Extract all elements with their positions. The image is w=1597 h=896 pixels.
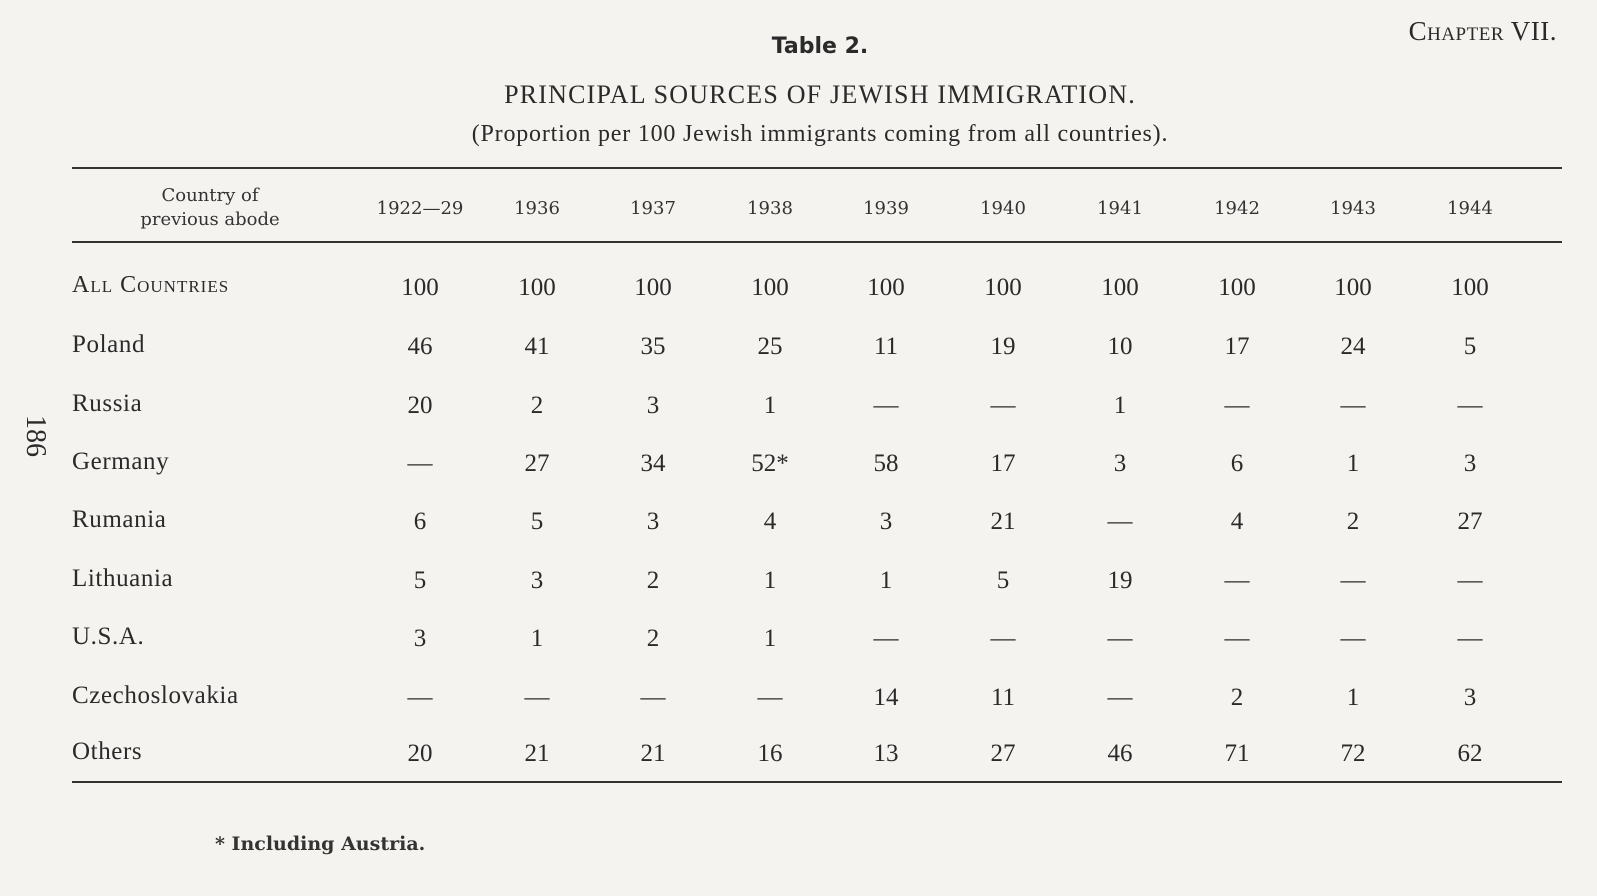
table-cell: — <box>1224 625 1250 652</box>
table-cell: 3 <box>413 625 427 652</box>
table-cell: — <box>990 392 1016 419</box>
table-cell: — <box>1340 567 1366 594</box>
table-cell: 21 <box>640 740 666 767</box>
table-bottom-rule <box>72 781 1562 783</box>
row-label-country: Lithuania <box>72 565 174 592</box>
column-header-year: 1938 <box>747 197 793 219</box>
table-cell: 16 <box>757 740 783 767</box>
table-cell: — <box>407 684 433 711</box>
table-cell: 100 <box>518 274 556 301</box>
table-cell: — <box>1457 625 1483 652</box>
table-cell: 5 <box>530 508 544 535</box>
table-cell: — <box>1457 392 1483 419</box>
table-cell: 46 <box>1107 740 1133 767</box>
table-cell: 58 <box>873 450 899 477</box>
table-cell: 10 <box>1107 333 1133 360</box>
table-cell: — <box>757 684 783 711</box>
table-cell: — <box>873 392 899 419</box>
row-label-country: All Countries <box>72 272 230 298</box>
row-label-country: Czechoslovakia <box>72 682 239 709</box>
table-cell: — <box>1340 625 1366 652</box>
table-cell: 17 <box>990 450 1016 477</box>
table-cell: 2 <box>646 567 660 594</box>
table-cell: 2 <box>1230 684 1244 711</box>
table-cell: 100 <box>1451 274 1489 301</box>
table-cell: 6 <box>1230 450 1244 477</box>
table-cell: 11 <box>873 333 899 360</box>
table-cell: 72 <box>1340 740 1366 767</box>
table-cell: 19 <box>1107 567 1133 594</box>
table-cell: 5 <box>1463 333 1477 360</box>
table-cell: — <box>1224 392 1250 419</box>
row-label-country: Poland <box>72 331 146 358</box>
table-cell: 34 <box>640 450 666 477</box>
table-cell: — <box>640 684 666 711</box>
row-label-country: Russia <box>72 390 143 417</box>
table-title: PRINCIPAL SOURCES OF JEWISH IMMIGRATION. <box>504 80 1136 109</box>
table-top-rule <box>72 167 1562 169</box>
table-cell: 2 <box>646 625 660 652</box>
table-cell: 11 <box>990 684 1016 711</box>
table-number: Table 2. <box>771 34 869 59</box>
table-cell: 17 <box>1224 333 1250 360</box>
table-cell: 3 <box>530 567 544 594</box>
table-cell: 13 <box>873 740 899 767</box>
table-cell: — <box>1457 567 1483 594</box>
table-cell: 100 <box>751 274 789 301</box>
table-cell: 3 <box>646 392 660 419</box>
column-header-year: 1944 <box>1447 197 1493 219</box>
table-cell: 1 <box>763 567 777 594</box>
table-cell: 100 <box>1334 274 1372 301</box>
column-header-country: Country of previous abode <box>140 185 280 230</box>
table-cell: 1 <box>1346 684 1360 711</box>
table-cell: 100 <box>1218 274 1256 301</box>
table-cell: 1 <box>763 392 777 419</box>
column-header-year: 1939 <box>863 197 909 219</box>
chapter-heading: Chapter VII. <box>1408 16 1557 46</box>
table-cell: 1 <box>763 625 777 652</box>
table-cell: 27 <box>524 450 550 477</box>
table-cell: 100 <box>867 274 905 301</box>
row-label-country: Rumania <box>72 506 167 533</box>
table-cell: 35 <box>640 333 666 360</box>
row-label-country: Others <box>72 738 143 765</box>
table-subtitle: (Proportion per 100 Jewish immigrants coming from all countries). <box>471 121 1169 147</box>
table-cell: 14 <box>873 684 899 711</box>
table-cell: — <box>1340 392 1366 419</box>
table-cell: 100 <box>984 274 1022 301</box>
table-cell: 100 <box>634 274 672 301</box>
table-cell: 1 <box>1113 392 1127 419</box>
table-cell: 46 <box>407 333 433 360</box>
table-cell: 3 <box>1113 450 1127 477</box>
table-cell: 19 <box>990 333 1016 360</box>
table-cell: 3 <box>646 508 660 535</box>
table-cell: 1 <box>1346 450 1360 477</box>
table-cell: 41 <box>524 333 550 360</box>
table-cell: 1 <box>879 567 893 594</box>
table-cell: 5 <box>413 567 427 594</box>
row-label-country: U.S.A. <box>72 623 145 650</box>
table-cell: 5 <box>996 567 1010 594</box>
table-cell: 1 <box>530 625 544 652</box>
table-cell: 27 <box>1457 508 1483 535</box>
column-header-year: 1937 <box>630 197 676 219</box>
table-cell: 71 <box>1224 740 1250 767</box>
table-cell: 100 <box>1101 274 1139 301</box>
footnote: * Including Austria. <box>215 833 426 855</box>
table-cell: 2 <box>1346 508 1360 535</box>
table-cell: — <box>407 450 433 477</box>
table-cell: — <box>1224 567 1250 594</box>
column-header-year: 1936 <box>514 197 560 219</box>
table-cell: 3 <box>1463 684 1477 711</box>
table-cell: — <box>524 684 550 711</box>
column-header-year: 1943 <box>1330 197 1376 219</box>
table-cell: 6 <box>413 508 427 535</box>
table-cell: 100 <box>401 274 439 301</box>
column-header-year: 1941 <box>1097 197 1143 219</box>
table-cell: 3 <box>879 508 893 535</box>
row-label-country: Germany <box>72 448 170 475</box>
table-cell: 52* <box>751 450 789 477</box>
table-cell: 62 <box>1457 740 1483 767</box>
table-cell: 27 <box>990 740 1016 767</box>
table-cell: — <box>873 625 899 652</box>
table-cell: 21 <box>990 508 1016 535</box>
page-number: 186 <box>20 415 51 457</box>
table-cell: 4 <box>763 508 777 535</box>
table-header-rule <box>72 241 1562 243</box>
table-cell: — <box>1107 625 1133 652</box>
table-cell: 20 <box>407 740 433 767</box>
table-cell: — <box>1107 684 1133 711</box>
table-cell: — <box>990 625 1016 652</box>
table-cell: 25 <box>757 333 783 360</box>
table-cell: 20 <box>407 392 433 419</box>
table-cell: — <box>1107 508 1133 535</box>
table-cell: 3 <box>1463 450 1477 477</box>
table-cell: 24 <box>1340 333 1366 360</box>
table-cell: 4 <box>1230 508 1244 535</box>
column-header-year: 1922—29 <box>376 197 464 219</box>
column-header-year: 1942 <box>1214 197 1260 219</box>
column-header-year: 1940 <box>980 197 1026 219</box>
table-cell: 2 <box>530 392 544 419</box>
table-cell: 21 <box>524 740 550 767</box>
